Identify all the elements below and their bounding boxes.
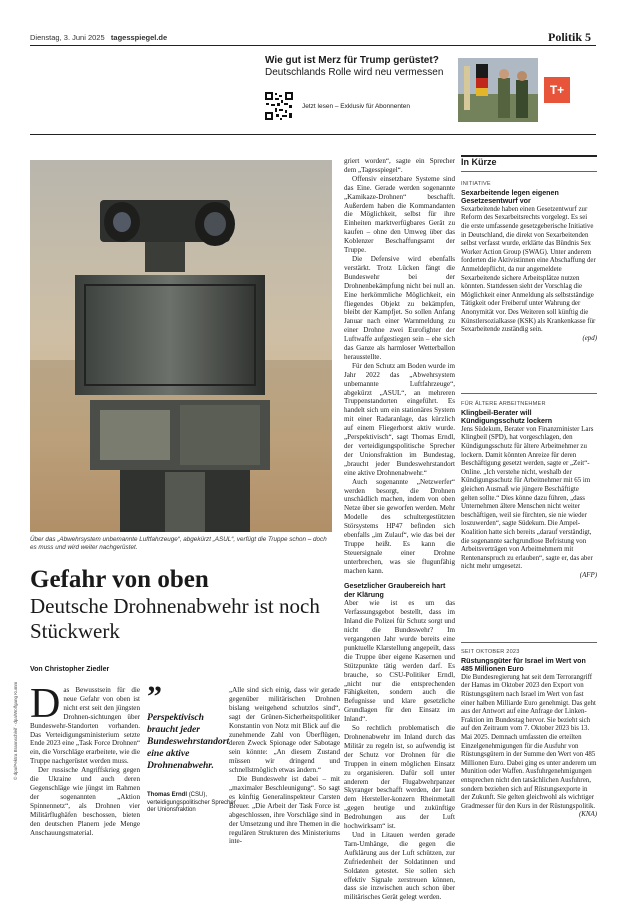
sidebar-item-source: (KNA) <box>579 811 597 819</box>
article-subheadline: Deutsche Drohnenabwehr ist noch Stückwerk <box>30 594 320 643</box>
quote-attribution: Thomas Erndl (CSU), verteidigungspolitischer Sprecher der Unionsfraktion <box>147 792 236 813</box>
sidebar-item <box>461 400 597 580</box>
quote-author: Thomas Erndl <box>147 792 188 798</box>
plus-badge[interactable]: T+ <box>544 77 570 103</box>
article-paragraph: So rechtlich problematisch die Drohnenabwehr im Inland durch das Militär zu regeln ist, so aufwendig ist der Schutz vor Drohnen für die Truppen in einem möglichen Einsatz zu organisieren. Dafür soll unter anderem der Flugabwehrpanzer Skyranger beschafft werden, der laut dem Hersteller-konzern Rheinmetall „gegen heutige und zukünftige Bedrohungen aus der Luft hochwirksam“ ist. <box>344 724 455 831</box>
sidebar-item-kicker: SEIT OKTOBER 2023 <box>461 649 520 655</box>
sidebar-title: In Kürze <box>461 157 497 167</box>
article-paragraph: Das Bewusstsein für die neue Gefahr von oben ist nicht erst seit den jüngsten Drohnen-sichtungen über Bundeswehr-Standorten vorhanden. Das Verteidigungsministerium setzte Ende 2023 eine „Task Force Drohnen“ ein, die Vorschläge erarbeitete, wie die Truppe nachgerüstet werden muss. <box>30 681 141 766</box>
sidebar-item-title: Klingbeil-Berater will Kündigungsschutz lockern <box>461 408 553 426</box>
sidebar-item <box>461 648 597 820</box>
photo-caption: Über das „Abwehrsystem unbemannte Luftfahrzeuge“, abgekürzt „ASUL“, verfügt die Truppe schon – doch es muss und wird weiter nachgerüstet. <box>30 536 327 551</box>
sidebar-item <box>461 180 597 343</box>
quote-mark-icon: ” <box>147 680 162 713</box>
drop-cap: D <box>30 681 61 727</box>
sidebar-item-source: (epd) <box>582 334 597 342</box>
article-column-2 <box>229 686 340 846</box>
sidebar-divider <box>461 171 597 172</box>
sidebar-item-text: Sexarbeitende haben einen Gesetzentwurf zur Reform des Sexarbeitsrechts vorgelegt. Es sei die erste umfassende gesetzgeberische Initiative in Deutschland, die direkt von Sexarbeitenden selbst verfasst wurde, erklärte das Bündnis Sex Worker Action Group (SWAG). Unter anderem forderten die Aktivistinnen eine Abschaffung der Anmeldepflicht, da nur angemeldete Sexarbeitende sichere Arbeitsplätze nutzen könnten. Stattdessen sieht der Vorschlag die Möglichkeit einer Anmeldung als selbstständige Tätigkeit oder Freiberuf unter Wahrung der Anonymität vor. Des Weiteren soll künftig die Künstlersozialkasse (KSK) als Krankenkasse für Sexarbeitende zuständig sein. <box>461 205 596 334</box>
sidebar-item-kicker: INITIATIVE <box>461 181 491 187</box>
issue-date: Dienstag, 3. Juni 2025 <box>30 33 105 42</box>
article-paragraph: Und in Litauen werden gerade Tarn-Umhänge, die gegen die Aufklärung aus der Luft schützen, zur Zufriedenheit der Soldatinnen und Soldaten getestet. Sie sollen sich effektiv Signale zerstreuen können, dass sie inzwischen auch schon über militärisches Gerät gelegt werden. <box>344 830 455 902</box>
article-paragraph: „Alle sind sich einig, dass wir gerade gegenüber militärischen Drohnen bislang weitgehend schutzlos sind“, sagt der Grünen-Sicherheitspolitiker Konstantin von Notz mit Blick auf die zunehmende Zahl von Überflügen, deren Zweck Spionage oder Sabotage sein könnte: „An diesem Zustand müssen wir dringend und schnellstmöglich etwas ändern.“ <box>229 686 340 775</box>
quote-role: verteidigungspolitischer Sprecher der Unionsfraktion <box>147 799 236 813</box>
teaser-box[interactable] <box>265 55 455 79</box>
sidebar-item-title: Rüstungsgüter für Israel im Wert von 485 Millionen Euro <box>461 656 586 674</box>
site-name[interactable]: tagesspiegel.de <box>110 33 168 42</box>
teaser-cta[interactable]: Jetzt lesen – Exklusiv für Abonnenten <box>302 103 411 110</box>
sidebar-item-text: Jens Südekum, Berater von Finanzminister Lars Klingbeil (SPD), hat vorgeschlagen, den Kündigungsschutz für ältere Arbeitnehmer zu lockern. Damit könnten Anreize für deren Beschäftigung gesetzt werden, sagte er „Zeit“-Online. „Ich verstehe nicht, weshalb der Kündigungsschutz für Arbeitnehmer mit 65 im gleichen Ausmaß wie jüngere Beschäftigte gelten sollte.“ Dies könne dazu führen, „dass Unternehmen ältere Menschen nicht weiter beschäftigen, weil sie fürchten, sie nie wieder loszuwerden“, sagte Südekum. Die Ampel-Koalition hatte sich bereits „darauf verständigt, die sogenannte sachgrundlose Befristung von Arbeitsverträgen von Arbeitnehmern mit Rentenanspruch zu erlauben“, sagte er, das aber nicht mehr umgesetzt. <box>461 425 594 571</box>
teaser-subtitle: Deutschlands Rolle wird neu vermessen <box>265 67 444 78</box>
photo-credit: © dpa/Pektra Brannschleif · dpa/Wolfgang Kumm <box>13 681 18 780</box>
header-divider <box>30 45 596 46</box>
article-paragraph: Offensiv einsetzbare Systeme sind das Eine. Gerade werden sogenannte „Kamikaze-Drohnen“ beschafft. Außerdem haben die Kommandanten die Möglichkeit, selbst für ihre Einheiten marktverfügbares Gerät zu kaufen – ohne den Umweg über das Koblenzer Beschaffungsamt der Truppe. <box>344 174 455 255</box>
sidebar-item-kicker: FÜR ÄLTERE ARBEITNEHMER <box>461 401 546 407</box>
sidebar-item-source: (AFP) <box>579 571 597 579</box>
article-paragraph: Der russische Angriffskrieg gegen die Ukraine und auch deren Gegenschläge wie jüngst im Rahmen der sogenannten „Aktion Spinnennetz“, als Drohnen vier Militärflughäfen beschossen, bieten den deutschen Planern jede Menge Anschauungsmaterial. <box>30 766 140 837</box>
pull-quote: Perspektivisch braucht jeder Bundeswehrstandort eine aktive Drohnenabwehr. <box>147 712 230 771</box>
section-name: Politik <box>547 30 582 44</box>
teaser-title[interactable]: Wie gut ist Merz für Trump gerüstet? <box>265 55 439 66</box>
sidebar-item-title: Sexarbeitende legen eigenen Gesetzesentwurf vor <box>461 188 559 206</box>
article-paragraph: Für den Schutz am Boden wurde im Jahr 2022 das „Abwehrsystem unbemannte Luftfahrzeuge“, abgekürzt „ASUL“, an mehreren Truppenstandorten eingeführt. Es handelt sich um ein stationäres System mit einer Radaranlage, das kürzlich auf einem Fliegerhorst aktiv wurde. „Perspektivisch“, sagt Thomas Erndl, der verteidigungspolitische Sprecher der Unionsfraktion im Bundestag, „braucht jeder Bundeswehrstandort eine aktive Drohnenabwehr.“ <box>344 361 455 477</box>
header-dateline <box>30 33 167 42</box>
page-number: 5 <box>585 30 591 44</box>
article-headline: Gefahr von oben <box>30 566 209 593</box>
sidebar-item-text: Die Bundesregierung hat seit dem Terrorangriff der Hamas im Oktober 2023 den Export von Rüstungsgütern nach Israel im Wert von fast einer halben Milliarde Euro genehmigt. Das geht aus der Antwort auf eine Anfrage der Linken-Fraktion im Bundestag hervor. Sie bezieht sich auf den Zeitraum vom 7. Oktober 2023 bis 13. Mai 2025. Demnach umfassten die erteilten Einzelgenehmigungen für die Ausfuhr von Rüstungsgütern in der Summe den Wert von 485 Millionen Euro. Dabei ging es unter anderem um Munition oder Waffen. Ausfuhrgenehmigungen entsprechen nicht den tatsächlichen Ausfuhren, sondern beziehen sich auf Rüstungsexporte in der Zukunft. Sie gelten gleichwohl als wichtiger Gradmesser für den Kurs in der Rüstungspolitik. <box>461 673 597 810</box>
teaser-photo[interactable] <box>458 58 538 122</box>
section-label <box>548 30 591 45</box>
byline: Von Christopher Ziedler <box>30 666 110 673</box>
article-paragraph: Auch sogenannte „Netzwerfer“ werden besorgt, die Drohnen unschädlich machen, indem von oben Netze über sie geworfen werden. Mehr Modelle des schultergestützten Störsystems HP47 befinden sich ebenfalls „im Zulauf“, wie das bei der Truppe heißt. Es kann die Steuersignale einer Drohne unterbrechen, was sie flugunfähig machen kann. <box>344 477 455 575</box>
teaser-divider <box>30 134 596 135</box>
sidebar-divider <box>461 642 597 643</box>
article-paragraph: Die Defensive wird ebenfalls verstärkt. Trotz Lücken fängt die Bundeswehr bei der Drohnenbekämpfung nicht bei null an. Eine herkömmliche Möglichkeit, ein fliegendes Objekt zu bekämpfen, bleibt der Kampfjet. So sollen Anfang Januar nach einer Warnmeldung zu einer Drohne zwei Eurofighter der Luftwaffe aufgestiegen sein – ehe sich das Ganze als harmloser Wetterballon herausstellte. <box>344 254 455 361</box>
article-subheading: Gesetzlicher Graubereich hart der Klärung <box>344 581 446 599</box>
article-column-3 <box>344 157 455 902</box>
article-paragraph: griert worden“, sagte ein Sprecher dem „Tagesspiegel“. <box>344 157 455 174</box>
article-headline-block <box>30 566 345 644</box>
article-paragraph: Die Bundeswehr ist dabei – mit „maximaler Beschleunigung“. So sagt es künftig Generalinspekteur Carsten Breuer. „Die Arbeit der Task Force ist abgeschlossen, ihre Vorschläge sind in der Umsetzung und ihre Themen in die regulären Strukturen des Ministeriums inte- <box>229 775 340 846</box>
article-column-1 <box>30 681 141 837</box>
article-photo <box>30 160 332 532</box>
article-paragraph: Aber wie ist es um das Verfassungsgebot bestellt, dass im Inland die Polizei für Schutz sorgt und nicht die Bundeswehr? Im vergangenen Jahr wurde bereits eine punktuelle Klarstellung angepeilt, dass die Truppe über eigene Kasernen und Stützpunkte tätig werden darf. Es brauche, so CSU-Politiker Erndl, „nicht nur die entsprechenden Fähigkeiten, sondern auch die Befugnisse und klare gesetzliche Grundlagen für den Einsatz im Inland“. <box>344 599 455 724</box>
qr-code-icon[interactable] <box>265 92 293 120</box>
sidebar-divider <box>461 393 597 394</box>
